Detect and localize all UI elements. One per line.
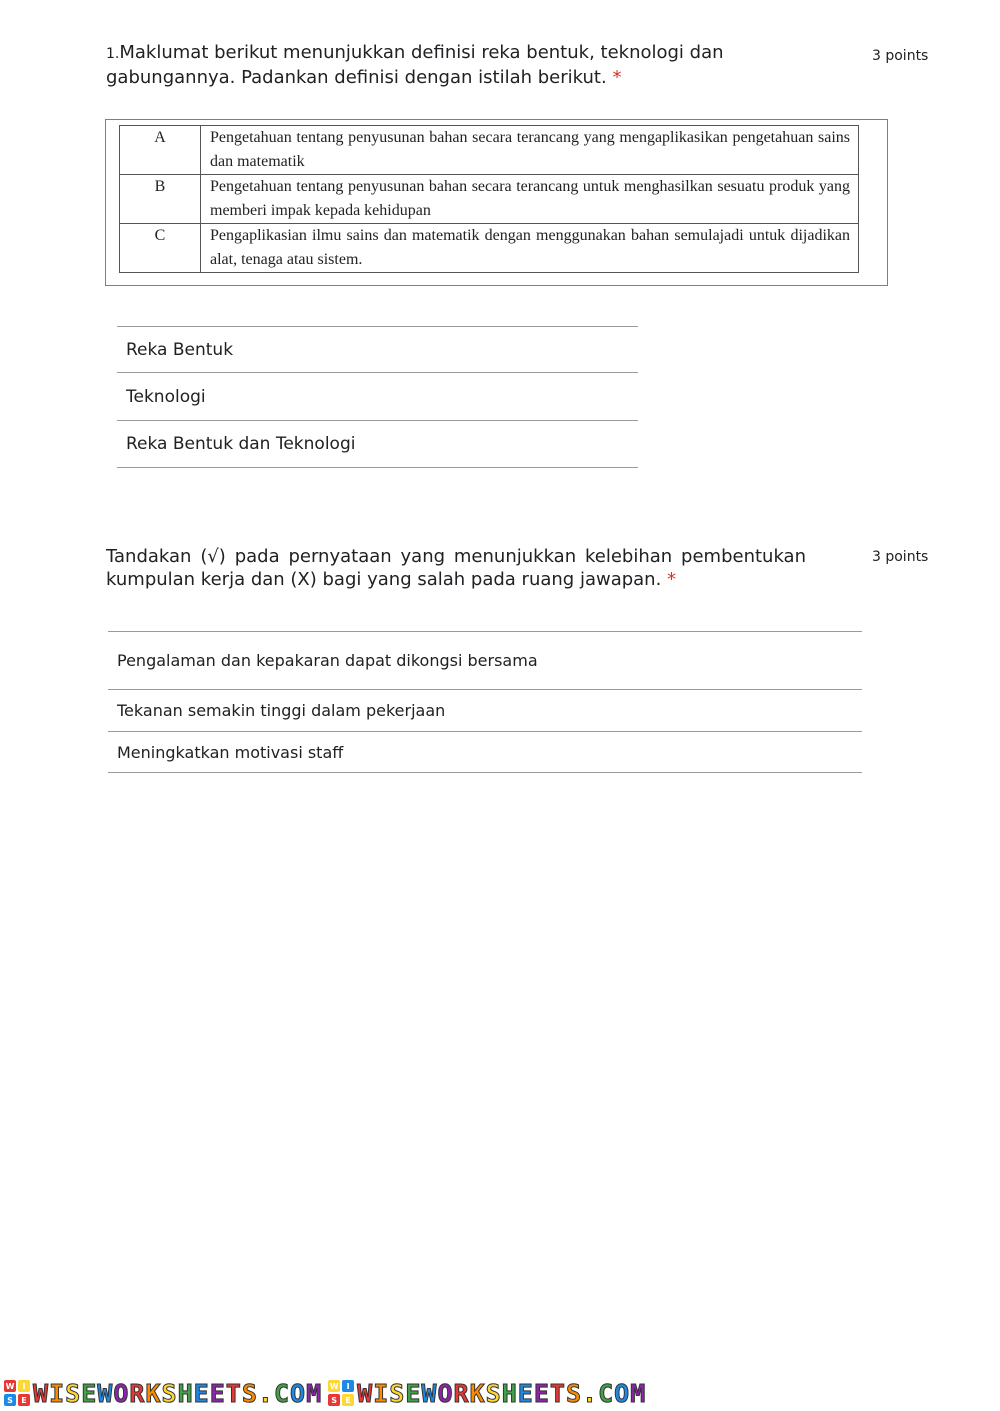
- required-asterisk: *: [612, 67, 622, 88]
- row-definition: Pengetahuan tentang penyusunan bahan secara terancang yang mengaplikasikan pengetahuan sains dan matematik: [201, 126, 859, 175]
- question-2-text: Tandakan (√) pada pernyataan yang menunjukkan kelebihan pembentukan kumpulan kerja dan (X) bagi yang salah pada ruang jawapan.: [106, 546, 806, 590]
- brand-letter: M: [306, 1378, 323, 1408]
- brand-letter: C: [273, 1378, 290, 1408]
- brand-letter: W: [33, 1378, 50, 1408]
- match-option[interactable]: [117, 420, 638, 468]
- brand-logo-icon: [328, 1380, 354, 1406]
- brand-letter: W: [421, 1378, 438, 1408]
- option-label: Reka Bentuk: [126, 339, 234, 360]
- brand-letter: C: [598, 1378, 615, 1408]
- brand-letter: R: [129, 1378, 146, 1408]
- brand-letter: E: [193, 1378, 210, 1408]
- definition-table: [119, 125, 859, 273]
- brand-logo-icon: [4, 1380, 30, 1406]
- brand-letter: .: [582, 1378, 599, 1408]
- statement-text: Pengalaman dan kepakaran dapat dikongsi bersama: [117, 651, 538, 670]
- option-label: Teknologi: [126, 386, 206, 407]
- logo-letter: E: [18, 1394, 30, 1406]
- question-1-points: 3 points: [872, 48, 929, 64]
- question-2-points: 3 points: [872, 549, 929, 565]
- statement-text: Tekanan semakin tinggi dalam pekerjaan: [117, 701, 446, 720]
- brand-letter: O: [614, 1378, 631, 1408]
- logo-letter: S: [328, 1394, 340, 1406]
- match-option[interactable]: [117, 326, 638, 372]
- option-label: Reka Bentuk dan Teknologi: [126, 434, 356, 454]
- statement-row[interactable]: [108, 689, 862, 731]
- brand-letter: O: [113, 1378, 130, 1408]
- brand-letter: S: [241, 1378, 258, 1408]
- brand-letter: I: [373, 1378, 390, 1408]
- brand-letter: T: [549, 1378, 566, 1408]
- question-number: 1.: [106, 46, 120, 62]
- footer-watermark: [0, 1375, 1000, 1411]
- brand-text: [357, 1379, 646, 1408]
- statement-row[interactable]: [108, 731, 862, 773]
- brand-letter: E: [209, 1378, 226, 1408]
- brand-mark: [4, 1379, 322, 1408]
- brand-letter: E: [81, 1378, 98, 1408]
- brand-letter: H: [177, 1378, 194, 1408]
- required-asterisk: *: [667, 569, 677, 590]
- logo-letter: I: [342, 1380, 354, 1392]
- brand-letter: R: [453, 1378, 470, 1408]
- brand-letter: O: [290, 1378, 307, 1408]
- brand-letter: S: [485, 1378, 502, 1408]
- table-row: [120, 224, 859, 273]
- row-label: B: [120, 175, 201, 224]
- brand-letter: S: [161, 1378, 178, 1408]
- brand-letter: M: [630, 1378, 647, 1408]
- brand-letter: E: [517, 1378, 534, 1408]
- brand-letter: W: [97, 1378, 114, 1408]
- logo-letter: I: [18, 1380, 30, 1392]
- logo-letter: E: [342, 1394, 354, 1406]
- table-row: [120, 175, 859, 224]
- brand-letter: S: [65, 1378, 82, 1408]
- match-options-list: [117, 326, 638, 468]
- question-2-title: [106, 545, 806, 591]
- brand-mark: [328, 1379, 646, 1408]
- brand-letter: S: [389, 1378, 406, 1408]
- row-label: A: [120, 126, 201, 175]
- statement-row[interactable]: [108, 631, 862, 689]
- brand-letter: E: [533, 1378, 550, 1408]
- row-label: C: [120, 224, 201, 273]
- brand-letter: S: [565, 1378, 582, 1408]
- brand-letter: H: [501, 1378, 518, 1408]
- brand-letter: E: [405, 1378, 422, 1408]
- logo-letter: W: [329, 1381, 339, 1391]
- question-1-title: [106, 41, 766, 89]
- brand-letter: K: [145, 1378, 162, 1408]
- brand-letter: K: [469, 1378, 486, 1408]
- match-option[interactable]: [117, 372, 638, 420]
- brand-letter: .: [257, 1378, 274, 1408]
- statement-text: Meningkatkan motivasi staff: [117, 742, 344, 762]
- table-row: [120, 126, 859, 175]
- row-definition: Pengetahuan tentang penyusunan bahan secara terancang untuk menghasilkan sesuatu produk yang memberi impak kepada kehidupan: [201, 175, 859, 224]
- brand-letter: T: [225, 1378, 242, 1408]
- brand-letter: W: [357, 1378, 374, 1408]
- question-1-text: Maklumat berikut menunjukkan definisi reka bentuk, teknologi dan gabungannya. Padankan definisi dengan istilah berikut.: [106, 42, 724, 88]
- logo-letter: W: [5, 1381, 15, 1391]
- definition-table-image: [105, 119, 888, 286]
- logo-letter: S: [4, 1394, 16, 1406]
- brand-letter: O: [437, 1378, 454, 1408]
- statement-list: [108, 631, 862, 773]
- row-definition: Pengaplikasian ilmu sains dan matematik dengan menggunakan bahan semulajadi untuk dijadikan alat, tenaga atau sistem.: [201, 224, 859, 273]
- brand-letter: I: [49, 1378, 66, 1408]
- brand-text: [33, 1379, 322, 1408]
